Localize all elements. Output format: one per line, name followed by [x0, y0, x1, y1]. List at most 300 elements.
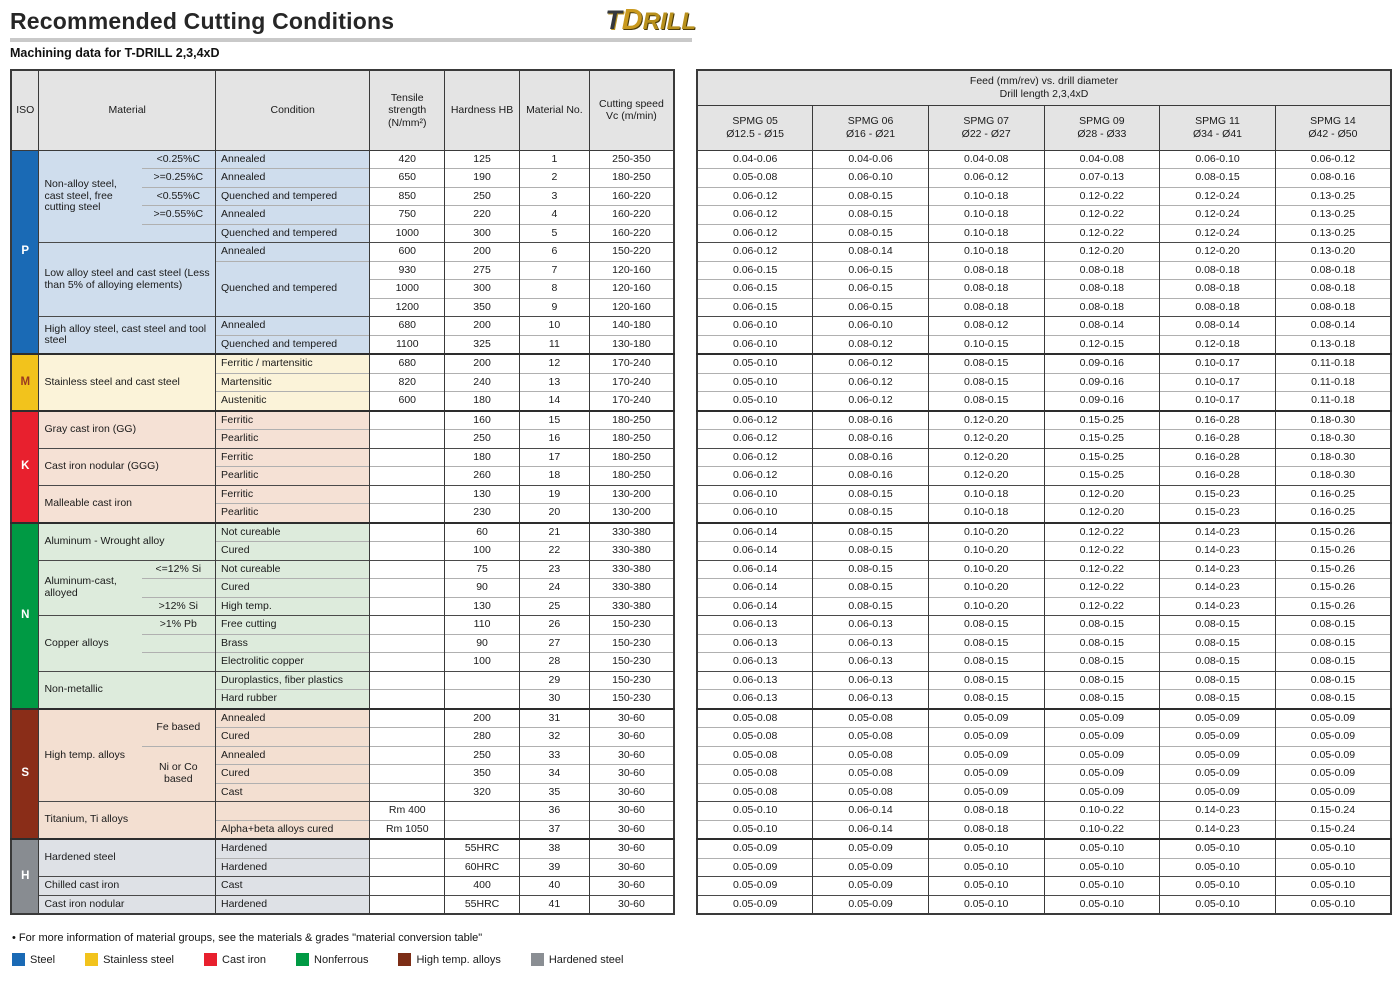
table-row — [11, 243, 674, 262]
feed-table — [696, 69, 1392, 915]
condition-cell: Annealed — [215, 206, 369, 225]
table-row — [11, 485, 674, 504]
feed-value-cell: 0.08-0.15 — [1044, 690, 1160, 709]
feed-value-cell: 0.08-0.15 — [1160, 634, 1276, 653]
feed-value-cell: 0.10-0.22 — [1044, 802, 1160, 821]
feed-value-cell: 0.08-0.18 — [1275, 280, 1391, 299]
cutting-speed-cell: 30-60 — [589, 765, 674, 784]
feed-value-cell: 0.06-0.13 — [697, 616, 813, 635]
feed-value-cell: 0.05-0.08 — [697, 783, 813, 802]
hardness-cell: 100 — [445, 542, 520, 561]
cutting-speed-cell: 150-230 — [589, 653, 674, 672]
feed-value-cell: 0.06-0.10 — [697, 317, 813, 336]
feed-value-cell: 0.08-0.15 — [813, 560, 929, 579]
feed-value-cell: 0.15-0.24 — [1275, 802, 1391, 821]
tensile-strength-cell — [370, 597, 445, 616]
hardness-cell: 320 — [445, 783, 520, 802]
feed-value-cell: 0.05-0.10 — [928, 858, 1044, 877]
feed-value-cell: 0.08-0.15 — [1160, 653, 1276, 672]
feed-value-cell: 0.05-0.09 — [813, 895, 929, 914]
legend-color-chip — [296, 953, 309, 966]
feed-value-cell: 0.08-0.18 — [928, 802, 1044, 821]
feed-value-cell: 0.14-0.23 — [1160, 802, 1276, 821]
feed-value-cell: 0.18-0.30 — [1275, 448, 1391, 467]
cutting-speed-cell: 120-160 — [589, 280, 674, 299]
feed-value-cell: 0.08-0.15 — [928, 616, 1044, 635]
feed-value-cell: 0.08-0.14 — [1160, 317, 1276, 336]
feed-value-cell: 0.08-0.15 — [1275, 653, 1391, 672]
feed-table-row — [697, 335, 1391, 354]
feed-value-cell: 0.06-0.13 — [697, 653, 813, 672]
feed-value-cell: 0.08-0.14 — [813, 243, 929, 262]
feed-value-cell: 0.06-0.13 — [697, 690, 813, 709]
cutting-speed-cell: 30-60 — [589, 895, 674, 914]
page-header — [10, 4, 696, 60]
feed-table-row — [697, 895, 1391, 914]
tensile-strength-cell — [370, 895, 445, 914]
hardness-cell: 275 — [445, 261, 520, 280]
material-no-cell: 40 — [519, 877, 589, 896]
material-subtype-cell: Ni or Co based — [142, 746, 216, 802]
material-no-cell: 10 — [519, 317, 589, 336]
hardness-cell: 200 — [445, 317, 520, 336]
feed-table-row — [697, 783, 1391, 802]
feed-value-cell: 0.13-0.25 — [1275, 187, 1391, 206]
material-no-cell: 27 — [519, 634, 589, 653]
feed-table-row — [697, 597, 1391, 616]
tensile-strength-cell — [370, 504, 445, 523]
cutting-speed-cell: 180-250 — [589, 448, 674, 467]
feed-value-cell: 0.05-0.09 — [1275, 783, 1391, 802]
cutting-speed-cell: 150-230 — [589, 634, 674, 653]
feed-value-cell: 0.06-0.13 — [813, 671, 929, 690]
feed-value-cell: 0.08-0.15 — [813, 224, 929, 243]
feed-value-cell: 0.05-0.10 — [1275, 895, 1391, 914]
feed-value-cell: 0.05-0.09 — [697, 877, 813, 896]
feed-value-cell: 0.12-0.24 — [1160, 224, 1276, 243]
condition-cell: Duroplastics, fiber plastics — [215, 671, 369, 690]
feed-value-cell: 0.08-0.15 — [1160, 169, 1276, 188]
hardness-cell: 220 — [445, 206, 520, 225]
feed-value-cell: 0.06-0.10 — [697, 485, 813, 504]
material-no-cell: 8 — [519, 280, 589, 299]
feed-table-row — [697, 616, 1391, 635]
tensile-strength-cell: 680 — [370, 317, 445, 336]
material-no-cell: 41 — [519, 895, 589, 914]
feed-value-cell: 0.04-0.08 — [928, 150, 1044, 169]
tensile-strength-cell — [370, 858, 445, 877]
legend-item — [85, 953, 174, 966]
material-no-cell: 4 — [519, 206, 589, 225]
tensile-strength-cell — [370, 448, 445, 467]
tensile-strength-cell — [370, 542, 445, 561]
feed-value-cell: 0.10-0.15 — [928, 335, 1044, 354]
tensile-strength-cell: 600 — [370, 392, 445, 411]
feed-table-row — [697, 671, 1391, 690]
feed-value-cell: 0.06-0.13 — [697, 671, 813, 690]
feed-value-cell: 0.08-0.18 — [1275, 298, 1391, 317]
tensile-strength-cell — [370, 877, 445, 896]
feed-value-cell: 0.12-0.22 — [1044, 560, 1160, 579]
feed-value-cell: 0.15-0.23 — [1160, 485, 1276, 504]
cutting-speed-cell: 160-220 — [589, 187, 674, 206]
feed-value-cell: 0.10-0.18 — [928, 187, 1044, 206]
cutting-speed-cell: 30-60 — [589, 877, 674, 896]
feed-value-cell: 0.18-0.30 — [1275, 411, 1391, 430]
cutting-speed-cell: 180-250 — [589, 411, 674, 430]
hardness-cell: 90 — [445, 579, 520, 598]
legend-label: Cast iron — [222, 953, 267, 966]
feed-table-row — [697, 579, 1391, 598]
material-subtype-cell — [142, 579, 216, 598]
feed-value-cell: 0.08-0.18 — [1044, 280, 1160, 299]
feed-value-cell: 0.09-0.16 — [1044, 373, 1160, 392]
feed-value-cell: 0.05-0.08 — [813, 765, 929, 784]
feed-table-row — [697, 169, 1391, 188]
feed-table-row — [697, 523, 1391, 542]
feed-table-row — [697, 560, 1391, 579]
insert-name: SPMG 07 — [963, 115, 1009, 127]
insert-name: SPMG 14 — [1310, 115, 1356, 127]
feed-value-cell: 0.06-0.12 — [697, 187, 813, 206]
feed-value-cell: 0.10-0.20 — [928, 560, 1044, 579]
feed-value-cell: 0.06-0.13 — [813, 634, 929, 653]
feed-value-cell: 0.08-0.15 — [1160, 616, 1276, 635]
feed-value-cell: 0.12-0.22 — [1044, 579, 1160, 598]
feed-value-cell: 0.15-0.25 — [1044, 467, 1160, 486]
hardness-cell: 250 — [445, 746, 520, 765]
hardness-cell: 110 — [445, 616, 520, 635]
feed-value-cell: 0.10-0.17 — [1160, 354, 1276, 373]
condition-cell: Martensitic — [215, 373, 369, 392]
feed-table-row — [697, 280, 1391, 299]
tables-container — [10, 69, 1392, 915]
feed-table-row — [697, 150, 1391, 169]
cutting-speed-cell: 330-380 — [589, 579, 674, 598]
material-cell: Cast iron nodular — [39, 895, 216, 914]
table-row — [11, 895, 674, 914]
condition-cell: Not cureable — [215, 523, 369, 542]
column-header: Material No. — [519, 70, 589, 150]
feed-value-cell: 0.10-0.17 — [1160, 373, 1276, 392]
feed-value-cell: 0.06-0.14 — [697, 597, 813, 616]
material-no-cell: 11 — [519, 335, 589, 354]
feed-value-cell: 0.14-0.23 — [1160, 597, 1276, 616]
feed-value-cell: 0.08-0.15 — [1044, 653, 1160, 672]
material-subtype-cell: <0.25%C — [142, 150, 216, 169]
condition-cell: Free cutting — [215, 616, 369, 635]
insert-name: SPMG 11 — [1195, 115, 1240, 127]
feed-value-cell: 0.16-0.25 — [1275, 504, 1391, 523]
feed-value-cell: 0.15-0.24 — [1275, 820, 1391, 839]
material-group-legend — [12, 953, 1392, 966]
feed-value-cell: 0.12-0.20 — [1160, 243, 1276, 262]
feed-value-cell: 0.07-0.13 — [1044, 169, 1160, 188]
feed-value-cell: 0.10-0.20 — [928, 523, 1044, 542]
feed-value-cell: 0.05-0.10 — [1160, 858, 1276, 877]
feed-value-cell: 0.16-0.28 — [1160, 448, 1276, 467]
table-row — [11, 839, 674, 858]
tensile-strength-cell: 680 — [370, 354, 445, 373]
material-no-cell: 32 — [519, 728, 589, 747]
feed-table-row — [697, 448, 1391, 467]
logo-letters-rill: RILL — [642, 8, 696, 35]
feed-value-cell: 0.06-0.12 — [697, 448, 813, 467]
feed-value-cell: 0.15-0.25 — [1044, 448, 1160, 467]
condition-cell: Cast — [215, 783, 369, 802]
table-row — [11, 354, 674, 373]
feed-value-cell: 0.05-0.08 — [813, 709, 929, 728]
feed-value-cell: 0.14-0.23 — [1160, 579, 1276, 598]
material-cell: Hardened steel — [39, 839, 216, 877]
tensile-strength-cell: 1200 — [370, 298, 445, 317]
hardness-cell: 200 — [445, 354, 520, 373]
feed-value-cell: 0.08-0.16 — [813, 448, 929, 467]
feed-value-cell: 0.06-0.15 — [697, 280, 813, 299]
hardness-cell — [445, 820, 520, 839]
cutting-speed-cell: 150-230 — [589, 616, 674, 635]
material-subtype-cell — [142, 634, 216, 653]
feed-value-cell: 0.05-0.09 — [1160, 746, 1276, 765]
insert-name: SPMG 09 — [1079, 115, 1125, 127]
feed-value-cell: 0.08-0.18 — [928, 820, 1044, 839]
feed-value-cell: 0.05-0.09 — [1160, 765, 1276, 784]
condition-cell: Ferritic — [215, 411, 369, 430]
feed-value-cell: 0.08-0.18 — [1044, 261, 1160, 280]
cutting-speed-cell: 170-240 — [589, 354, 674, 373]
feed-value-cell: 0.08-0.16 — [813, 430, 929, 449]
feed-value-cell: 0.06-0.12 — [813, 354, 929, 373]
feed-value-cell: 0.05-0.10 — [1160, 839, 1276, 858]
feed-value-cell: 0.15-0.23 — [1160, 504, 1276, 523]
hardness-cell — [445, 690, 520, 709]
feed-value-cell: 0.05-0.09 — [813, 839, 929, 858]
feed-value-cell: 0.08-0.14 — [1044, 317, 1160, 336]
condition-cell: Annealed — [215, 150, 369, 169]
condition-cell: Hardened — [215, 839, 369, 858]
legend-item — [398, 953, 500, 966]
feed-value-cell: 0.05-0.09 — [1044, 709, 1160, 728]
feed-value-cell: 0.05-0.09 — [1044, 765, 1160, 784]
feed-value-cell: 0.06-0.14 — [813, 820, 929, 839]
footnote: • For more information of material groups, see the materials & grades "material conversion table" — [12, 932, 483, 944]
material-subtype-cell — [142, 653, 216, 672]
feed-value-cell: 0.05-0.08 — [813, 746, 929, 765]
feed-value-cell: 0.05-0.08 — [813, 728, 929, 747]
feed-value-cell: 0.06-0.10 — [813, 317, 929, 336]
tensile-strength-cell: 930 — [370, 261, 445, 280]
feed-table-row — [697, 467, 1391, 486]
material-cell: Gray cast iron (GG) — [39, 411, 216, 449]
feed-value-cell: 0.06-0.12 — [697, 206, 813, 225]
feed-value-cell: 0.05-0.08 — [697, 746, 813, 765]
tensile-strength-cell — [370, 430, 445, 449]
feed-value-cell: 0.08-0.15 — [1044, 616, 1160, 635]
feed-value-cell: 0.09-0.16 — [1044, 354, 1160, 373]
feed-value-cell: 0.10-0.18 — [928, 206, 1044, 225]
material-cell: Low alloy steel and cast steel (Less than 5% of alloying elements) — [39, 243, 216, 317]
feed-value-cell: 0.06-0.14 — [813, 802, 929, 821]
table-row — [11, 150, 674, 169]
legend-color-chip — [12, 953, 25, 966]
feed-value-cell: 0.05-0.10 — [1275, 839, 1391, 858]
hardness-cell: 60HRC — [445, 858, 520, 877]
insert-column-header — [1044, 105, 1160, 150]
feed-value-cell: 0.05-0.09 — [813, 858, 929, 877]
feed-value-cell: 0.08-0.16 — [813, 411, 929, 430]
feed-value-cell: 0.06-0.14 — [697, 542, 813, 561]
feed-value-cell: 0.06-0.15 — [813, 298, 929, 317]
feed-table-row — [697, 392, 1391, 411]
condition-cell: Quenched and tempered — [215, 224, 369, 243]
material-cell: Non-alloy steel, cast steel, free cutting steel — [39, 150, 142, 243]
material-no-cell: 28 — [519, 653, 589, 672]
material-cell: Copper alloys — [39, 616, 142, 672]
hardness-cell: 90 — [445, 634, 520, 653]
material-no-cell: 38 — [519, 839, 589, 858]
cutting-speed-cell: 130-180 — [589, 335, 674, 354]
material-subtype-cell: Fe based — [142, 709, 216, 747]
feed-value-cell: 0.08-0.15 — [928, 690, 1044, 709]
condition-cell: Pearlitic — [215, 430, 369, 449]
cutting-speed-cell: 150-230 — [589, 690, 674, 709]
condition-cell: Cured — [215, 542, 369, 561]
feed-value-cell: 0.08-0.15 — [928, 671, 1044, 690]
condition-cell — [215, 802, 369, 821]
feed-title-line2: Drill length 2,3,4xD — [999, 87, 1089, 100]
feed-table-row — [697, 634, 1391, 653]
tensile-strength-cell: 820 — [370, 373, 445, 392]
feed-value-cell: 0.05-0.10 — [697, 802, 813, 821]
feed-value-cell: 0.14-0.23 — [1160, 523, 1276, 542]
table-row — [11, 317, 674, 336]
feed-value-cell: 0.08-0.15 — [813, 597, 929, 616]
feed-value-cell: 0.10-0.17 — [1160, 392, 1276, 411]
feed-value-cell: 0.12-0.22 — [1044, 597, 1160, 616]
material-cell: High alloy steel, cast steel and tool steel — [39, 317, 216, 355]
feed-table-title — [697, 70, 1391, 105]
feed-table-row — [697, 298, 1391, 317]
tensile-strength-cell: 1000 — [370, 224, 445, 243]
feed-value-cell: 0.05-0.10 — [928, 895, 1044, 914]
diameter-range: Ø34 - Ø41 — [1192, 127, 1243, 140]
hardness-cell: 160 — [445, 411, 520, 430]
feed-value-cell: 0.06-0.13 — [813, 653, 929, 672]
material-subtype-cell — [142, 224, 216, 243]
tensile-strength-cell — [370, 839, 445, 858]
feed-value-cell: 0.14-0.23 — [1160, 542, 1276, 561]
material-no-cell: 24 — [519, 579, 589, 598]
legend-item — [204, 953, 266, 966]
feed-value-cell: 0.12-0.22 — [1044, 224, 1160, 243]
feed-value-cell: 0.06-0.15 — [813, 261, 929, 280]
tensile-strength-cell: Rm 400 — [370, 802, 445, 821]
feed-table-row — [697, 411, 1391, 430]
hardness-cell: 200 — [445, 709, 520, 728]
material-no-cell: 12 — [519, 354, 589, 373]
material-no-cell: 39 — [519, 858, 589, 877]
legend-color-chip — [204, 953, 217, 966]
feed-value-cell: 0.06-0.12 — [697, 467, 813, 486]
feed-value-cell: 0.06-0.10 — [813, 169, 929, 188]
feed-value-cell: 0.16-0.28 — [1160, 467, 1276, 486]
feed-value-cell: 0.08-0.18 — [1044, 298, 1160, 317]
feed-table-row — [697, 430, 1391, 449]
tensile-strength-cell — [370, 746, 445, 765]
feed-value-cell: 0.15-0.25 — [1044, 411, 1160, 430]
table-row — [11, 709, 674, 728]
condition-cell: Annealed — [215, 169, 369, 188]
feed-table-row — [697, 317, 1391, 336]
material-subtype-cell: >1% Pb — [142, 616, 216, 635]
feed-value-cell: 0.12-0.20 — [1044, 485, 1160, 504]
feed-title-line1: Feed (mm/rev) vs. drill diameter — [969, 75, 1119, 88]
feed-value-cell: 0.08-0.15 — [1275, 690, 1391, 709]
feed-value-cell: 0.05-0.09 — [928, 709, 1044, 728]
hardness-cell: 230 — [445, 504, 520, 523]
feed-table-row — [697, 820, 1391, 839]
page-subtitle: Machining data for T-DRILL 2,3,4xD — [10, 46, 220, 60]
feed-value-cell: 0.12-0.20 — [928, 467, 1044, 486]
material-no-cell: 33 — [519, 746, 589, 765]
cutting-speed-cell: 30-60 — [589, 783, 674, 802]
page-title: Recommended Cutting Conditions — [10, 8, 395, 34]
cutting-speed-cell: 180-250 — [589, 467, 674, 486]
material-no-cell: 34 — [519, 765, 589, 784]
feed-value-cell: 0.05-0.09 — [1275, 746, 1391, 765]
legend-color-chip — [531, 953, 544, 966]
tensile-strength-cell — [370, 634, 445, 653]
material-no-cell: 7 — [519, 261, 589, 280]
feed-value-cell: 0.08-0.18 — [928, 280, 1044, 299]
feed-value-cell: 0.13-0.25 — [1275, 206, 1391, 225]
feed-value-cell: 0.08-0.15 — [1275, 671, 1391, 690]
feed-table-row — [697, 858, 1391, 877]
diameter-range: Ø12.5 - Ø15 — [726, 127, 785, 140]
feed-value-cell: 0.05-0.09 — [813, 877, 929, 896]
condition-cell: Quenched and tempered — [215, 261, 369, 317]
feed-value-cell: 0.18-0.30 — [1275, 430, 1391, 449]
tensile-strength-cell — [370, 728, 445, 747]
tensile-strength-cell — [370, 709, 445, 728]
cutting-speed-cell: 330-380 — [589, 542, 674, 561]
cutting-speed-cell: 120-160 — [589, 298, 674, 317]
material-no-cell: 16 — [519, 430, 589, 449]
feed-value-cell: 0.05-0.10 — [1275, 877, 1391, 896]
iso-badge-k: K — [11, 411, 39, 523]
diameter-range: Ø16 - Ø21 — [846, 127, 896, 140]
hardness-cell: 125 — [445, 150, 520, 169]
hardness-cell: 60 — [445, 523, 520, 542]
feed-value-cell: 0.06-0.10 — [697, 504, 813, 523]
condition-cell: Cast — [215, 877, 369, 896]
hardness-cell: 130 — [445, 485, 520, 504]
feed-value-cell: 0.08-0.15 — [813, 579, 929, 598]
tensile-strength-cell — [370, 783, 445, 802]
feed-value-cell: 0.13-0.25 — [1275, 224, 1391, 243]
feed-value-cell: 0.15-0.26 — [1275, 579, 1391, 598]
feed-table-row — [697, 354, 1391, 373]
feed-value-cell: 0.05-0.09 — [1160, 783, 1276, 802]
column-header: Cutting speed Vc (m/min) — [589, 70, 674, 150]
feed-table-row — [697, 877, 1391, 896]
material-subtype-cell: <=12% Si — [142, 560, 216, 579]
feed-value-cell: 0.08-0.18 — [928, 261, 1044, 280]
feed-value-cell: 0.05-0.09 — [1275, 728, 1391, 747]
machining-table-header — [11, 70, 674, 150]
feed-value-cell: 0.06-0.12 — [697, 224, 813, 243]
feed-table-row — [697, 765, 1391, 784]
